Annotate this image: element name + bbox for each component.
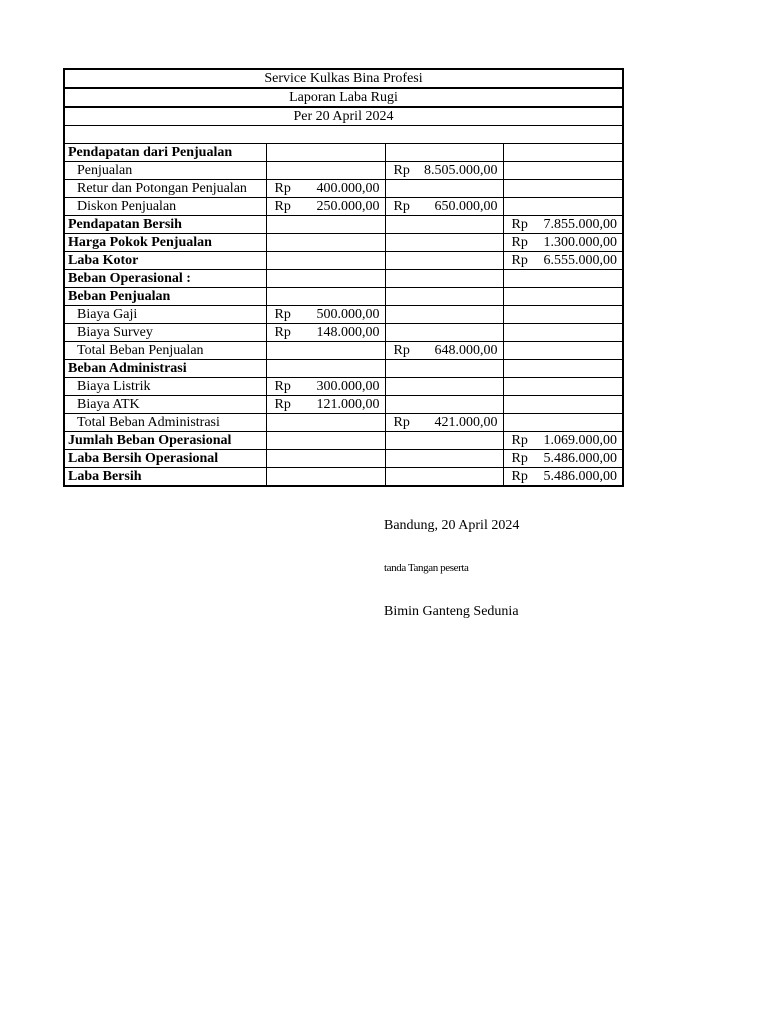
table-row <box>64 306 623 324</box>
amount-cell-col3 <box>503 396 623 414</box>
company-name-row <box>64 69 623 88</box>
currency-prefix: Rp <box>274 180 291 196</box>
amount-cell-col1 <box>266 414 385 432</box>
amount-cell-col3 <box>503 162 623 180</box>
table-row <box>64 270 623 288</box>
table-row <box>64 360 623 378</box>
amount-cell-col3 <box>503 252 623 270</box>
amount-cell-col3 <box>503 288 623 306</box>
amount-value: 421.000,00 <box>434 414 498 430</box>
amount-cell-col2 <box>385 288 503 306</box>
row-label: Total Beban Penjualan <box>64 342 266 360</box>
currency-prefix: Rp <box>511 432 528 448</box>
blank-cell <box>64 126 623 144</box>
currency-prefix: Rp <box>511 234 528 250</box>
income-statement-table <box>63 68 624 487</box>
table-row <box>64 252 623 270</box>
currency-prefix: Rp <box>274 378 291 394</box>
amount-cell-col2 <box>385 180 503 198</box>
currency-prefix: Rp <box>511 468 528 484</box>
amount-value: 7.855.000,00 <box>543 216 617 232</box>
amount-cell-col2 <box>385 252 503 270</box>
amount-cell-col1 <box>266 342 385 360</box>
amount-cell-col1 <box>266 198 385 216</box>
row-label: Beban Penjualan <box>64 288 266 306</box>
amount-value: 5.486.000,00 <box>543 450 617 466</box>
amount-cell-col1 <box>266 180 385 198</box>
row-label: Biaya Survey <box>64 324 266 342</box>
amount-cell-col1 <box>266 216 385 234</box>
amount-cell-col3 <box>503 198 623 216</box>
amount-cell-col1 <box>266 252 385 270</box>
table-row <box>64 414 623 432</box>
amount-value: 500.000,00 <box>316 306 380 322</box>
table-row <box>64 378 623 396</box>
amount-cell-col3 <box>503 306 623 324</box>
amount-value: 648.000,00 <box>434 342 498 358</box>
table-row <box>64 432 623 450</box>
amount-cell-col2 <box>385 324 503 342</box>
row-label: Jumlah Beban Operasional <box>64 432 266 450</box>
report-date: Per 20 April 2024 <box>64 107 623 126</box>
amount-cell-col2 <box>385 468 503 487</box>
amount-value: 148.000,00 <box>316 324 380 340</box>
amount-cell-col1 <box>266 378 385 396</box>
amount-cell-col2 <box>385 216 503 234</box>
signature-caption: tanda Tangan peserta <box>384 562 469 574</box>
amount-cell-col2 <box>385 234 503 252</box>
amount-value: 8.505.000,00 <box>424 162 498 178</box>
amount-value: 250.000,00 <box>316 198 380 214</box>
currency-prefix: Rp <box>274 198 291 214</box>
row-label: Biaya Gaji <box>64 306 266 324</box>
currency-prefix: Rp <box>511 252 528 268</box>
amount-cell-col2 <box>385 378 503 396</box>
table-row <box>64 324 623 342</box>
table-row <box>64 216 623 234</box>
row-label: Beban Operasional : <box>64 270 266 288</box>
row-label: Total Beban Administrasi <box>64 414 266 432</box>
amount-value: 300.000,00 <box>316 378 380 394</box>
row-label: Harga Pokok Penjualan <box>64 234 266 252</box>
amount-cell-col2 <box>385 162 503 180</box>
amount-cell-col1 <box>266 144 385 162</box>
amount-value: 650.000,00 <box>434 198 498 214</box>
amount-cell-col1 <box>266 270 385 288</box>
row-label: Laba Bersih Operasional <box>64 450 266 468</box>
report-title-row <box>64 88 623 107</box>
amount-cell-col2 <box>385 144 503 162</box>
table-row <box>64 144 623 162</box>
table-row <box>64 396 623 414</box>
table-row <box>64 198 623 216</box>
amount-cell-col3 <box>503 144 623 162</box>
amount-cell-col2 <box>385 450 503 468</box>
amount-cell-col3 <box>503 216 623 234</box>
amount-cell-col3 <box>503 324 623 342</box>
amount-cell-col3 <box>503 360 623 378</box>
amount-value: 5.486.000,00 <box>543 468 617 484</box>
table-row <box>64 450 623 468</box>
currency-prefix: Rp <box>274 306 291 322</box>
amount-cell-col3 <box>503 450 623 468</box>
amount-value: 400.000,00 <box>316 180 380 196</box>
row-label: Beban Administrasi <box>64 360 266 378</box>
row-label: Pendapatan Bersih <box>64 216 266 234</box>
amount-cell-col2 <box>385 432 503 450</box>
company-name: Service Kulkas Bina Profesi <box>64 69 623 88</box>
amount-cell-col1 <box>266 306 385 324</box>
amount-cell-col1 <box>266 450 385 468</box>
amount-cell-col2 <box>385 198 503 216</box>
amount-value: 121.000,00 <box>316 396 380 412</box>
amount-cell-col3 <box>503 342 623 360</box>
currency-prefix: Rp <box>511 450 528 466</box>
signature-name: Bimin Ganteng Sedunia <box>384 604 519 619</box>
row-label: Laba Kotor <box>64 252 266 270</box>
amount-cell-col1 <box>266 396 385 414</box>
table-row <box>64 468 623 487</box>
row-label: Biaya ATK <box>64 396 266 414</box>
signature-place-date: Bandung, 20 April 2024 <box>384 518 520 533</box>
amount-cell-col1 <box>266 360 385 378</box>
amount-value: 6.555.000,00 <box>543 252 617 268</box>
amount-cell-col1 <box>266 162 385 180</box>
amount-cell-col1 <box>266 288 385 306</box>
currency-prefix: Rp <box>274 396 291 412</box>
row-label: Retur dan Potongan Penjualan <box>64 180 266 198</box>
amount-cell-col3 <box>503 468 623 487</box>
amount-cell-col2 <box>385 360 503 378</box>
amount-cell-col2 <box>385 342 503 360</box>
amount-cell-col3 <box>503 432 623 450</box>
amount-cell-col1 <box>266 234 385 252</box>
amount-cell-col1 <box>266 324 385 342</box>
currency-prefix: Rp <box>393 162 410 178</box>
amount-cell-col1 <box>266 468 385 487</box>
table-row <box>64 180 623 198</box>
row-label: Penjualan <box>64 162 266 180</box>
table-row <box>64 288 623 306</box>
row-label: Laba Bersih <box>64 468 266 487</box>
currency-prefix: Rp <box>393 414 410 430</box>
currency-prefix: Rp <box>393 342 410 358</box>
currency-prefix: Rp <box>393 198 410 214</box>
row-label: Pendapatan dari Penjualan <box>64 144 266 162</box>
amount-value: 1.300.000,00 <box>543 234 617 250</box>
amount-cell-col2 <box>385 270 503 288</box>
table-row <box>64 162 623 180</box>
row-label: Biaya Listrik <box>64 378 266 396</box>
table-row <box>64 234 623 252</box>
row-label: Diskon Penjualan <box>64 198 266 216</box>
currency-prefix: Rp <box>274 324 291 340</box>
amount-cell-col1 <box>266 432 385 450</box>
report-title: Laporan Laba Rugi <box>64 88 623 107</box>
amount-cell-col3 <box>503 234 623 252</box>
amount-cell-col2 <box>385 306 503 324</box>
amount-cell-col2 <box>385 396 503 414</box>
amount-cell-col3 <box>503 378 623 396</box>
currency-prefix: Rp <box>511 216 528 232</box>
amount-value: 1.069.000,00 <box>543 432 617 448</box>
table-row <box>64 342 623 360</box>
amount-cell-col3 <box>503 180 623 198</box>
blank-row <box>64 126 623 144</box>
amount-cell-col3 <box>503 414 623 432</box>
amount-cell-col2 <box>385 414 503 432</box>
report-date-row <box>64 107 623 126</box>
amount-cell-col3 <box>503 270 623 288</box>
